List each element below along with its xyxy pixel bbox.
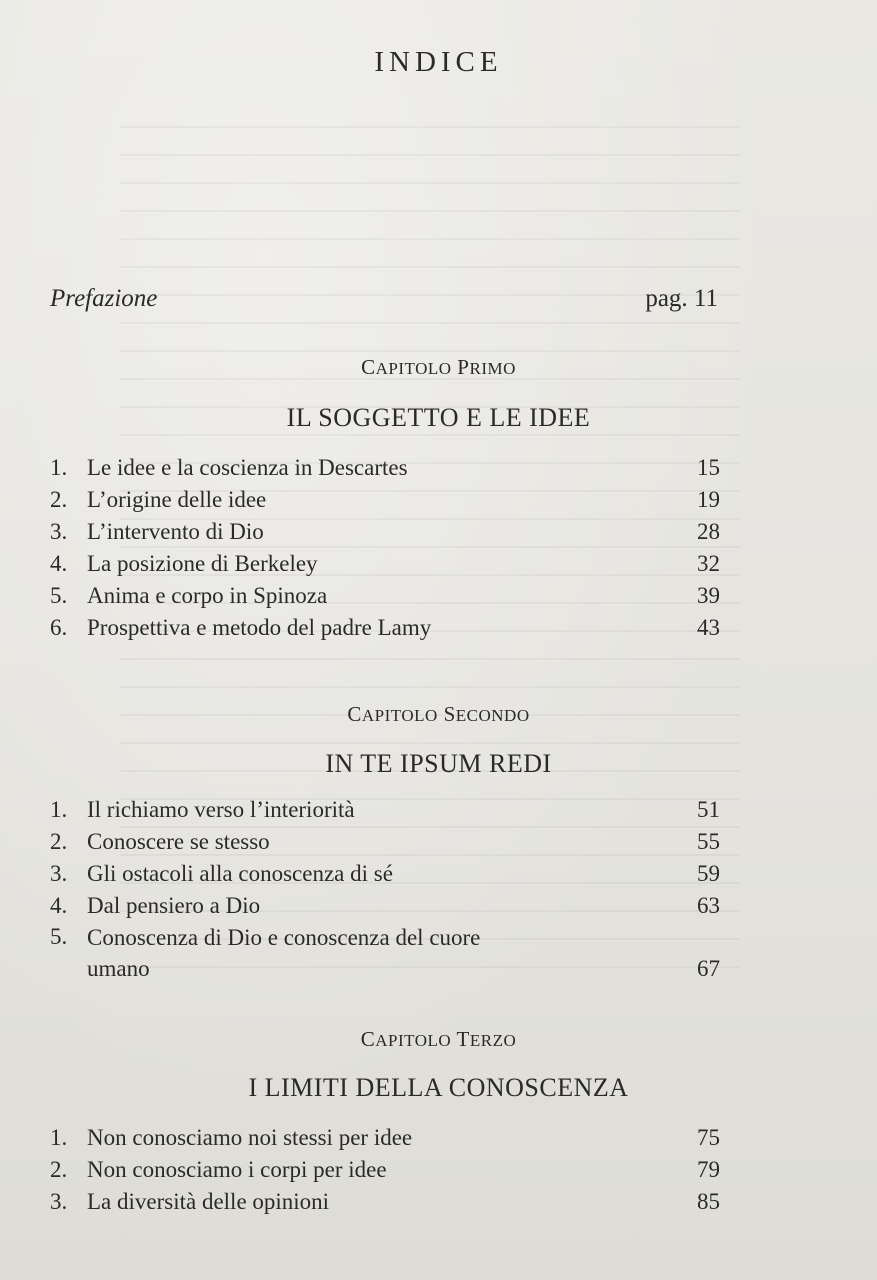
toc-entry[interactable]: 6. Prospettiva e metodo del padre Lamy 43 <box>50 615 720 640</box>
toc-entry[interactable]: 1. Le idee e la coscienza in Descartes 15 <box>50 455 720 480</box>
chapter-3-entries <box>50 1122 720 1218</box>
chapter-2-title: IN TE IPSUM REDI <box>325 749 552 778</box>
toc-entry[interactable]: 3. L’intervento di Dio 28 <box>50 519 720 544</box>
preface-page: pag. 11 <box>645 285 718 312</box>
toc-entry[interactable]: 4. Dal pensiero a Dio 63 <box>50 893 720 918</box>
toc-entry[interactable]: 4. La posizione di Berkeley 32 <box>50 551 720 576</box>
toc-entry[interactable]: 2. L’origine delle idee 19 <box>50 487 720 512</box>
toc-entry[interactable]: 1. Non conosciamo noi stessi per idee 75 <box>50 1125 720 1150</box>
preface-entry <box>50 285 718 313</box>
chapter-2-entries <box>50 794 720 984</box>
toc-entry[interactable]: 5. Conoscenza di Dio e conoscenza del cuore umano 67 <box>50 922 720 984</box>
chapter-1-title: IL SOGGETTO E LE IDEE <box>286 403 591 432</box>
toc-entry[interactable]: 2. Conoscere se stesso 55 <box>50 829 720 854</box>
chapter-2-label: CAPITOLO SECONDO <box>347 702 530 726</box>
toc-entry[interactable]: 5. Anima e corpo in Spinoza 39 <box>50 583 720 608</box>
chapter-1-entries <box>50 452 720 644</box>
toc-entry[interactable]: 3. Gli ostacoli alla conoscenza di sé 59 <box>50 861 720 886</box>
index-title: INDICE <box>374 46 503 78</box>
toc-entry-text: Conoscenza di Dio e conoscenza del cuore umano <box>87 925 481 981</box>
chapter-3-title: I LIMITI DELLA CONOSCENZA <box>248 1073 629 1102</box>
toc-entry[interactable]: 3. La diversità delle opinioni 85 <box>50 1189 720 1214</box>
toc-entry[interactable]: 1. Il richiamo verso l’interiorità 51 <box>50 797 720 822</box>
chapter-1-label: CAPITOLO PRIMO <box>361 355 516 379</box>
toc-entry[interactable]: 2. Non conosciamo i corpi per idee 79 <box>50 1157 720 1182</box>
preface-label: Prefazione <box>50 285 158 312</box>
chapter-3-label: CAPITOLO TERZO <box>360 1027 517 1051</box>
